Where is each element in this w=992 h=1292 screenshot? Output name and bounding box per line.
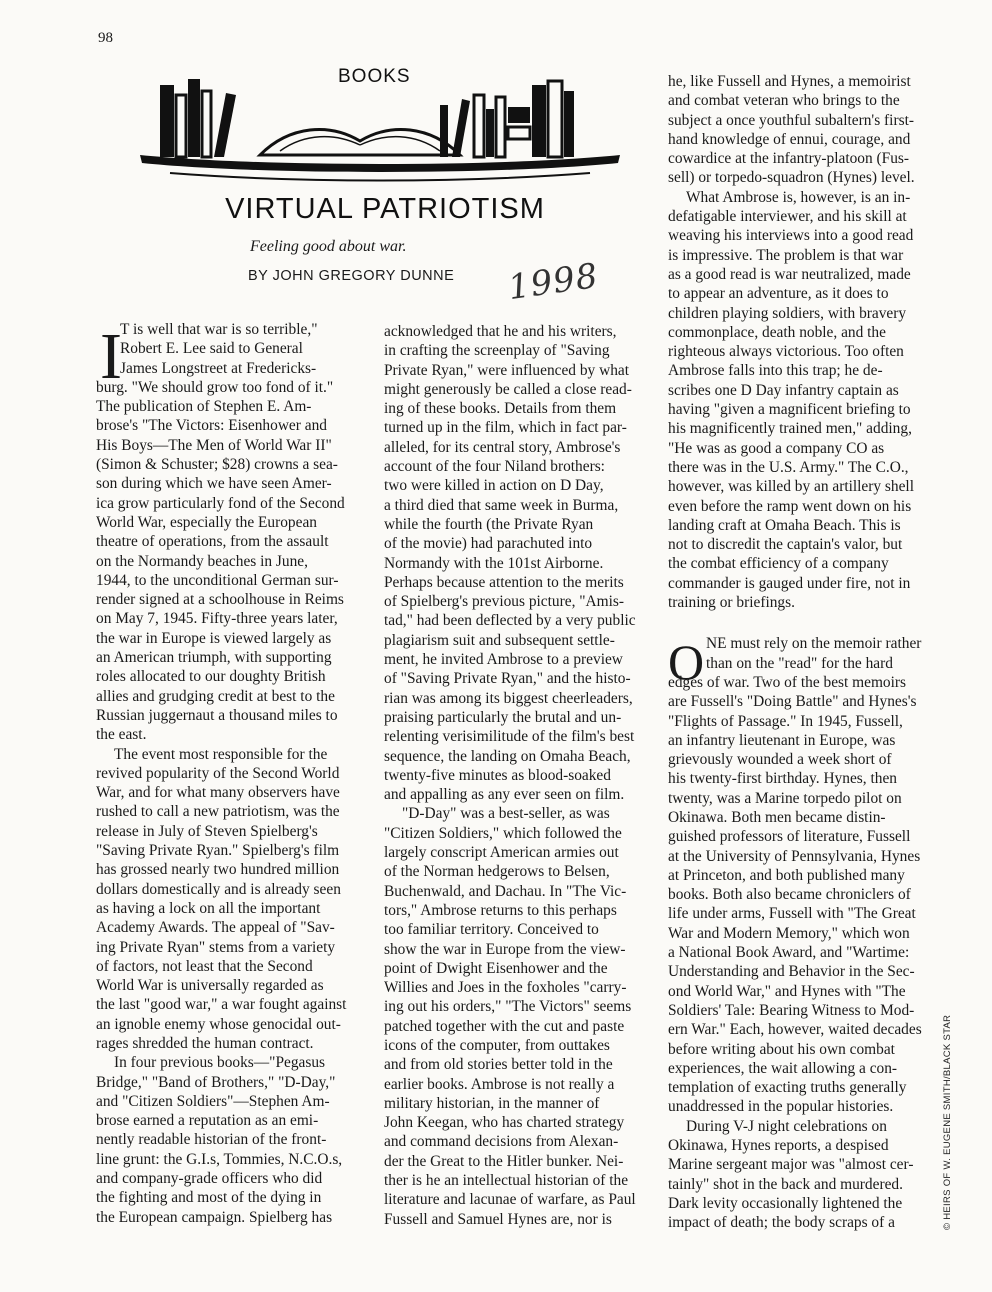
text-line: an American triumph, with supporting [96, 649, 332, 667]
text-line: commonplace, death noble, and the [668, 323, 886, 341]
text-line: the east. [96, 726, 147, 744]
text-line: In four previous books—"Pegasus [114, 1054, 326, 1072]
text-line: the combat efficiency of a company [668, 555, 889, 573]
text-line: is impressive. The problem is that war [668, 246, 904, 264]
text-line: The publication of Stephen E. Am- [96, 398, 312, 416]
text-line: hand knowledge of ennui, courage, and [668, 130, 911, 148]
text-line: life under arms, Fussell with "The Great [668, 905, 916, 923]
text-line: brose's "The Victors: Eisenhower and [96, 417, 327, 435]
text-line: World War is universally regarded as [96, 977, 324, 995]
text-line: than on the "read" for the hard [706, 654, 893, 672]
text-line: Academy Awards. The appeal of "Sav- [96, 919, 335, 937]
text-line: and company-grade officers who did [96, 1170, 323, 1188]
text-line: tad," had been deflected by a very public [384, 612, 636, 630]
text-line: tors," Ambrose returns to this perhaps [384, 901, 617, 919]
text-line: James Longstreet at Fredericks- [120, 359, 317, 377]
text-line: "D-Day" was a best-seller, as was [402, 805, 610, 823]
text-line: line grunt: the G.I.s, Tommies, N.C.O.s, [96, 1150, 343, 1168]
text-line: two were killed in action on D Day, [384, 477, 604, 495]
drop-cap-i: I [100, 320, 122, 393]
text-line: templation of exacting truths generally [668, 1079, 907, 1097]
text-line: an infantry lieutenant in Europe, was [668, 731, 896, 749]
text-line: however, was killed by an artillery shell [668, 478, 914, 496]
text-line: Perhaps because attention to the merits [384, 573, 624, 591]
text-line: before writing about his own combat [668, 1040, 895, 1058]
text-line: guished professors of literature, Fussell [668, 828, 911, 846]
text-line: on the Normandy beaches in June, [96, 552, 308, 570]
text-line: NE must rely on the memoir rather [706, 635, 922, 653]
text-line: World War, especially the European [96, 513, 317, 531]
text-line: commander is gauged under fire, not in [668, 574, 911, 592]
article-headline: VIRTUAL PATRIOTISM [225, 193, 545, 225]
page-number: 98 [98, 30, 113, 46]
text-line: der the Great to the Hitler bunker. Nei- [384, 1152, 624, 1170]
text-line: has grossed nearly two hundred million [96, 861, 340, 879]
text-line: (Simon & Schuster; $28) crowns a sea- [96, 456, 338, 474]
text-line: even before the ramp went down on his [668, 497, 912, 515]
text-line: War, and for what many observers have [96, 784, 340, 802]
text-line: Willies and Joes in the foxholes "carry- [384, 979, 627, 997]
text-line: in crafting the screenplay of "Saving [384, 342, 610, 360]
text-line: unaddressed in the popular histories. [668, 1098, 894, 1116]
text-line: at Princeton, and both published many [668, 866, 905, 884]
text-line: and command decisions from Alexan- [384, 1133, 619, 1151]
text-line: Dark levity occasionally lightened the [668, 1194, 903, 1212]
column-3-section-2 [668, 634, 940, 1232]
text-line: "Citizen Soldiers," which followed the [384, 824, 622, 842]
text-line: a third died that same week in Burma, [384, 496, 619, 514]
text-line: too familiar territory. Conceived to [384, 921, 599, 939]
text-line: subject a once youthful subaltern's first- [668, 111, 914, 129]
text-line: children playing soldiers, with bravery [668, 304, 907, 322]
text-line: the last "good war," a war fought against [96, 996, 347, 1014]
section-label: BOOKS [338, 66, 411, 87]
text-line: "Flights of Passage." In 1945, Fussell, [668, 712, 903, 730]
text-line: and from old stories better told in the [384, 1056, 613, 1074]
text-line: Ambrose falls into this trap; he de- [668, 362, 883, 380]
text-line: Okinawa, Hynes reports, a despised [668, 1137, 889, 1155]
text-line: of "Saving Private Ryan," and the histo- [384, 670, 631, 688]
text-line: while the fourth (the Private Ryan [384, 515, 594, 533]
text-line: ing out his orders," "The Victors" seems [384, 998, 632, 1016]
text-line: Marine sergeant major was "almost cer- [668, 1156, 914, 1174]
text-line: righteous always victorious. Too often [668, 343, 904, 361]
text-line: of Spielberg's previous picture, "Amis- [384, 593, 625, 611]
text-line: literature and lacunae of warfare, as Paul [384, 1191, 636, 1209]
text-line: ern War." Each, however, waited decades [668, 1021, 922, 1039]
text-line: ment, he invited Ambrose to a preview [384, 651, 623, 669]
text-line: rian was among its biggest cheerleaders, [384, 689, 633, 707]
text-line: theatre of operations, from the assault [96, 533, 329, 551]
text-line: defatigable interviewer, and his skill at [668, 208, 907, 226]
text-line: on May 7, 1945. Fifty-three years later, [96, 610, 338, 628]
text-line: Okinawa. Both men became distin- [668, 808, 886, 826]
text-line: as a good read is war neutralized, made [668, 265, 911, 283]
text-line: ing Private Ryan" stems from a variety [96, 938, 336, 956]
text-line: roles allocated to our doughty British [96, 668, 326, 686]
text-line: largely conscript American armies out [384, 844, 619, 862]
text-line: rages shredded the human contract. [96, 1034, 314, 1052]
text-line: Understanding and Behavior in the Sec- [668, 963, 915, 981]
text-line: impact of death; the body scraps of a [668, 1214, 895, 1232]
article-deck: Feeling good about war. [250, 238, 407, 255]
text-line: Buchenwald, and Dachau. In "The Vic- [384, 882, 627, 900]
text-line: his twenty-first birthday. Hynes, then [668, 770, 897, 788]
text-line: allies and grudging credit at best to the [96, 687, 335, 705]
text-line: revived popularity of the Second World [96, 764, 340, 782]
text-line: Fussell and Samuel Hynes are, nor is [384, 1210, 612, 1228]
text-line: and appalling as any ever seen on film. [384, 786, 625, 804]
text-line: ther is he an intellectual historian of the [384, 1172, 629, 1190]
text-line: Private Ryan," were influenced by what [384, 361, 629, 379]
text-line: "Saving Private Ryan." Spielberg's film [96, 842, 340, 860]
text-line: nently readable historian of the front- [96, 1131, 327, 1149]
text-line: sequence, the landing on Omaha Beach, [384, 747, 631, 765]
text-line: the fighting and most of the dying in [96, 1189, 322, 1207]
text-line: military historian, in the manner of [384, 1094, 600, 1112]
text-line: twenty, was a Marine torpedo pilot on [668, 789, 902, 807]
text-line: brose earned a reputation as an emi- [96, 1112, 319, 1130]
text-line: turned up in the film, which in fact par- [384, 419, 627, 437]
text-line: Soldiers' Tale: Bearing Witness to Mod- [668, 1001, 915, 1019]
text-line: cowardice at the infantry-platoon (Fus- [668, 150, 910, 168]
text-line: experiences, the wait allowing a con- [668, 1059, 898, 1077]
text-line: release in July of Steven Spielberg's [96, 822, 318, 840]
text-line: War and Modern Memory," which won [668, 924, 910, 942]
text-line: of the movie) had parachuted into [384, 535, 593, 553]
text-line: having "given a magnificent briefing to [668, 401, 911, 419]
text-line: Robert E. Lee said to General [120, 340, 303, 358]
text-line: he, like Fussell and Hynes, a memoirist [668, 73, 911, 90]
text-line: of the Norman hedgerows to Belsen, [384, 863, 610, 881]
text-line: twenty-five minutes as blood-soaked [384, 766, 611, 784]
byline: BY JOHN GREGORY DUNNE [248, 268, 455, 284]
text-line: Bridge," "Band of Brothers," "D-Day," [96, 1073, 336, 1091]
text-line: and "Citizen Soldiers"—Stephen Am- [96, 1092, 330, 1110]
text-line: ing of these books. Details from them [384, 400, 617, 418]
text-line: there was in the U.S. Army." The C.O., [668, 458, 909, 476]
text-line: "He was as good a company CO as [668, 439, 885, 457]
text-line: acknowledged that he and his writers, [384, 323, 617, 340]
text-line: burg. "We should grow too fond of it." [96, 378, 334, 396]
text-line: His Boys—The Men of World War II" [96, 436, 332, 454]
text-line: of factors, not least that the Second [96, 957, 313, 975]
text-line: John Keegan, who has charted strategy [384, 1114, 625, 1132]
text-line: are Fussell's "Doing Battle" and Hynes's [668, 693, 917, 711]
text-line: show the war in Europe from the view- [384, 940, 626, 958]
text-line: point of Dwight Eisenhower and the [384, 959, 608, 977]
text-line: Russian juggernaut a thousand miles to [96, 706, 338, 724]
text-line: not to discredit the captain's valor, but [668, 536, 903, 554]
text-line: the war in Europe is viewed largely as [96, 629, 332, 647]
handwritten-year-note: 1998 [505, 255, 601, 309]
text-line: ond World War," and Hynes with "The [668, 982, 906, 1000]
text-line: his magnificently trained men," adding, [668, 420, 912, 438]
photo-credit: © HEIRS OF W. EUGENE SMITH/BLACK STAR [942, 1014, 953, 1230]
text-line: the European campaign. Spielberg has [96, 1208, 333, 1226]
column-2 [384, 322, 656, 1229]
text-line: patched together with the cut and paste [384, 1017, 625, 1035]
text-line: son during which we have seen Amer- [96, 475, 332, 493]
text-line: as having a lock on all the important [96, 899, 321, 917]
text-line: training or briefings. [668, 594, 795, 612]
text-line: What Ambrose is, however, is an in- [686, 188, 911, 206]
text-line: grievously wounded a week short of [668, 751, 892, 769]
text-line: icons of the computer, from outtakes [384, 1036, 610, 1054]
text-line: to appear an adventure, as it does to [668, 285, 889, 303]
text-line: T is well that war is so terrible," [120, 321, 318, 338]
text-line: earlier books. Ambrose is not really a [384, 1075, 615, 1093]
text-line: a National Book Award, and "Wartime: [668, 944, 910, 962]
text-line: at the University of Pennsylvania, Hynes [668, 847, 921, 865]
text-line: account of the four Niland brothers: [384, 458, 605, 476]
text-line: scribes one D Day infantry captain as [668, 381, 899, 399]
drop-cap-o: O [668, 634, 705, 690]
text-line: 1944, to the unconditional German sur- [96, 571, 339, 589]
text-line: alleled, for its central story, Ambrose's [384, 438, 621, 456]
text-line: plagiarism suit and subsequent settle- [384, 631, 615, 649]
text-line: edges of war. Two of the best memoirs [668, 673, 906, 691]
text-line: relenting verisimilitude of the film's best [384, 728, 635, 746]
text-line: ica grow particularly fond of the Second [96, 494, 345, 512]
text-line: The event most responsible for the [114, 745, 328, 763]
text-line: dollars domestically and is already seen [96, 880, 341, 898]
text-line: might generously be called a close read- [384, 380, 632, 398]
text-line: sell) or torpedo-squadron (Hynes) level. [668, 169, 915, 187]
text-line: rushed to call a new patriotism, was the [96, 803, 340, 821]
column-3 [668, 72, 940, 1233]
text-line: render signed at a schoolhouse in Reims [96, 591, 344, 609]
text-line: tainly" shot in the back and murdered. [668, 1175, 903, 1193]
text-line: During V-J night celebrations on [686, 1117, 887, 1135]
text-line: praising particularly the brutal and un- [384, 708, 622, 726]
text-line: weaving his interviews into a good read [668, 227, 914, 245]
column-1 [96, 320, 368, 1227]
text-line: landing craft at Omaha Beach. This is [668, 516, 901, 534]
text-line: an ignoble enemy whose genocidal out- [96, 1015, 341, 1033]
text-line: and combat veteran who brings to the [668, 92, 900, 110]
text-line: books. Both also became chroniclers of [668, 886, 911, 904]
text-line: Normandy with the 101st Airborne. [384, 554, 604, 572]
